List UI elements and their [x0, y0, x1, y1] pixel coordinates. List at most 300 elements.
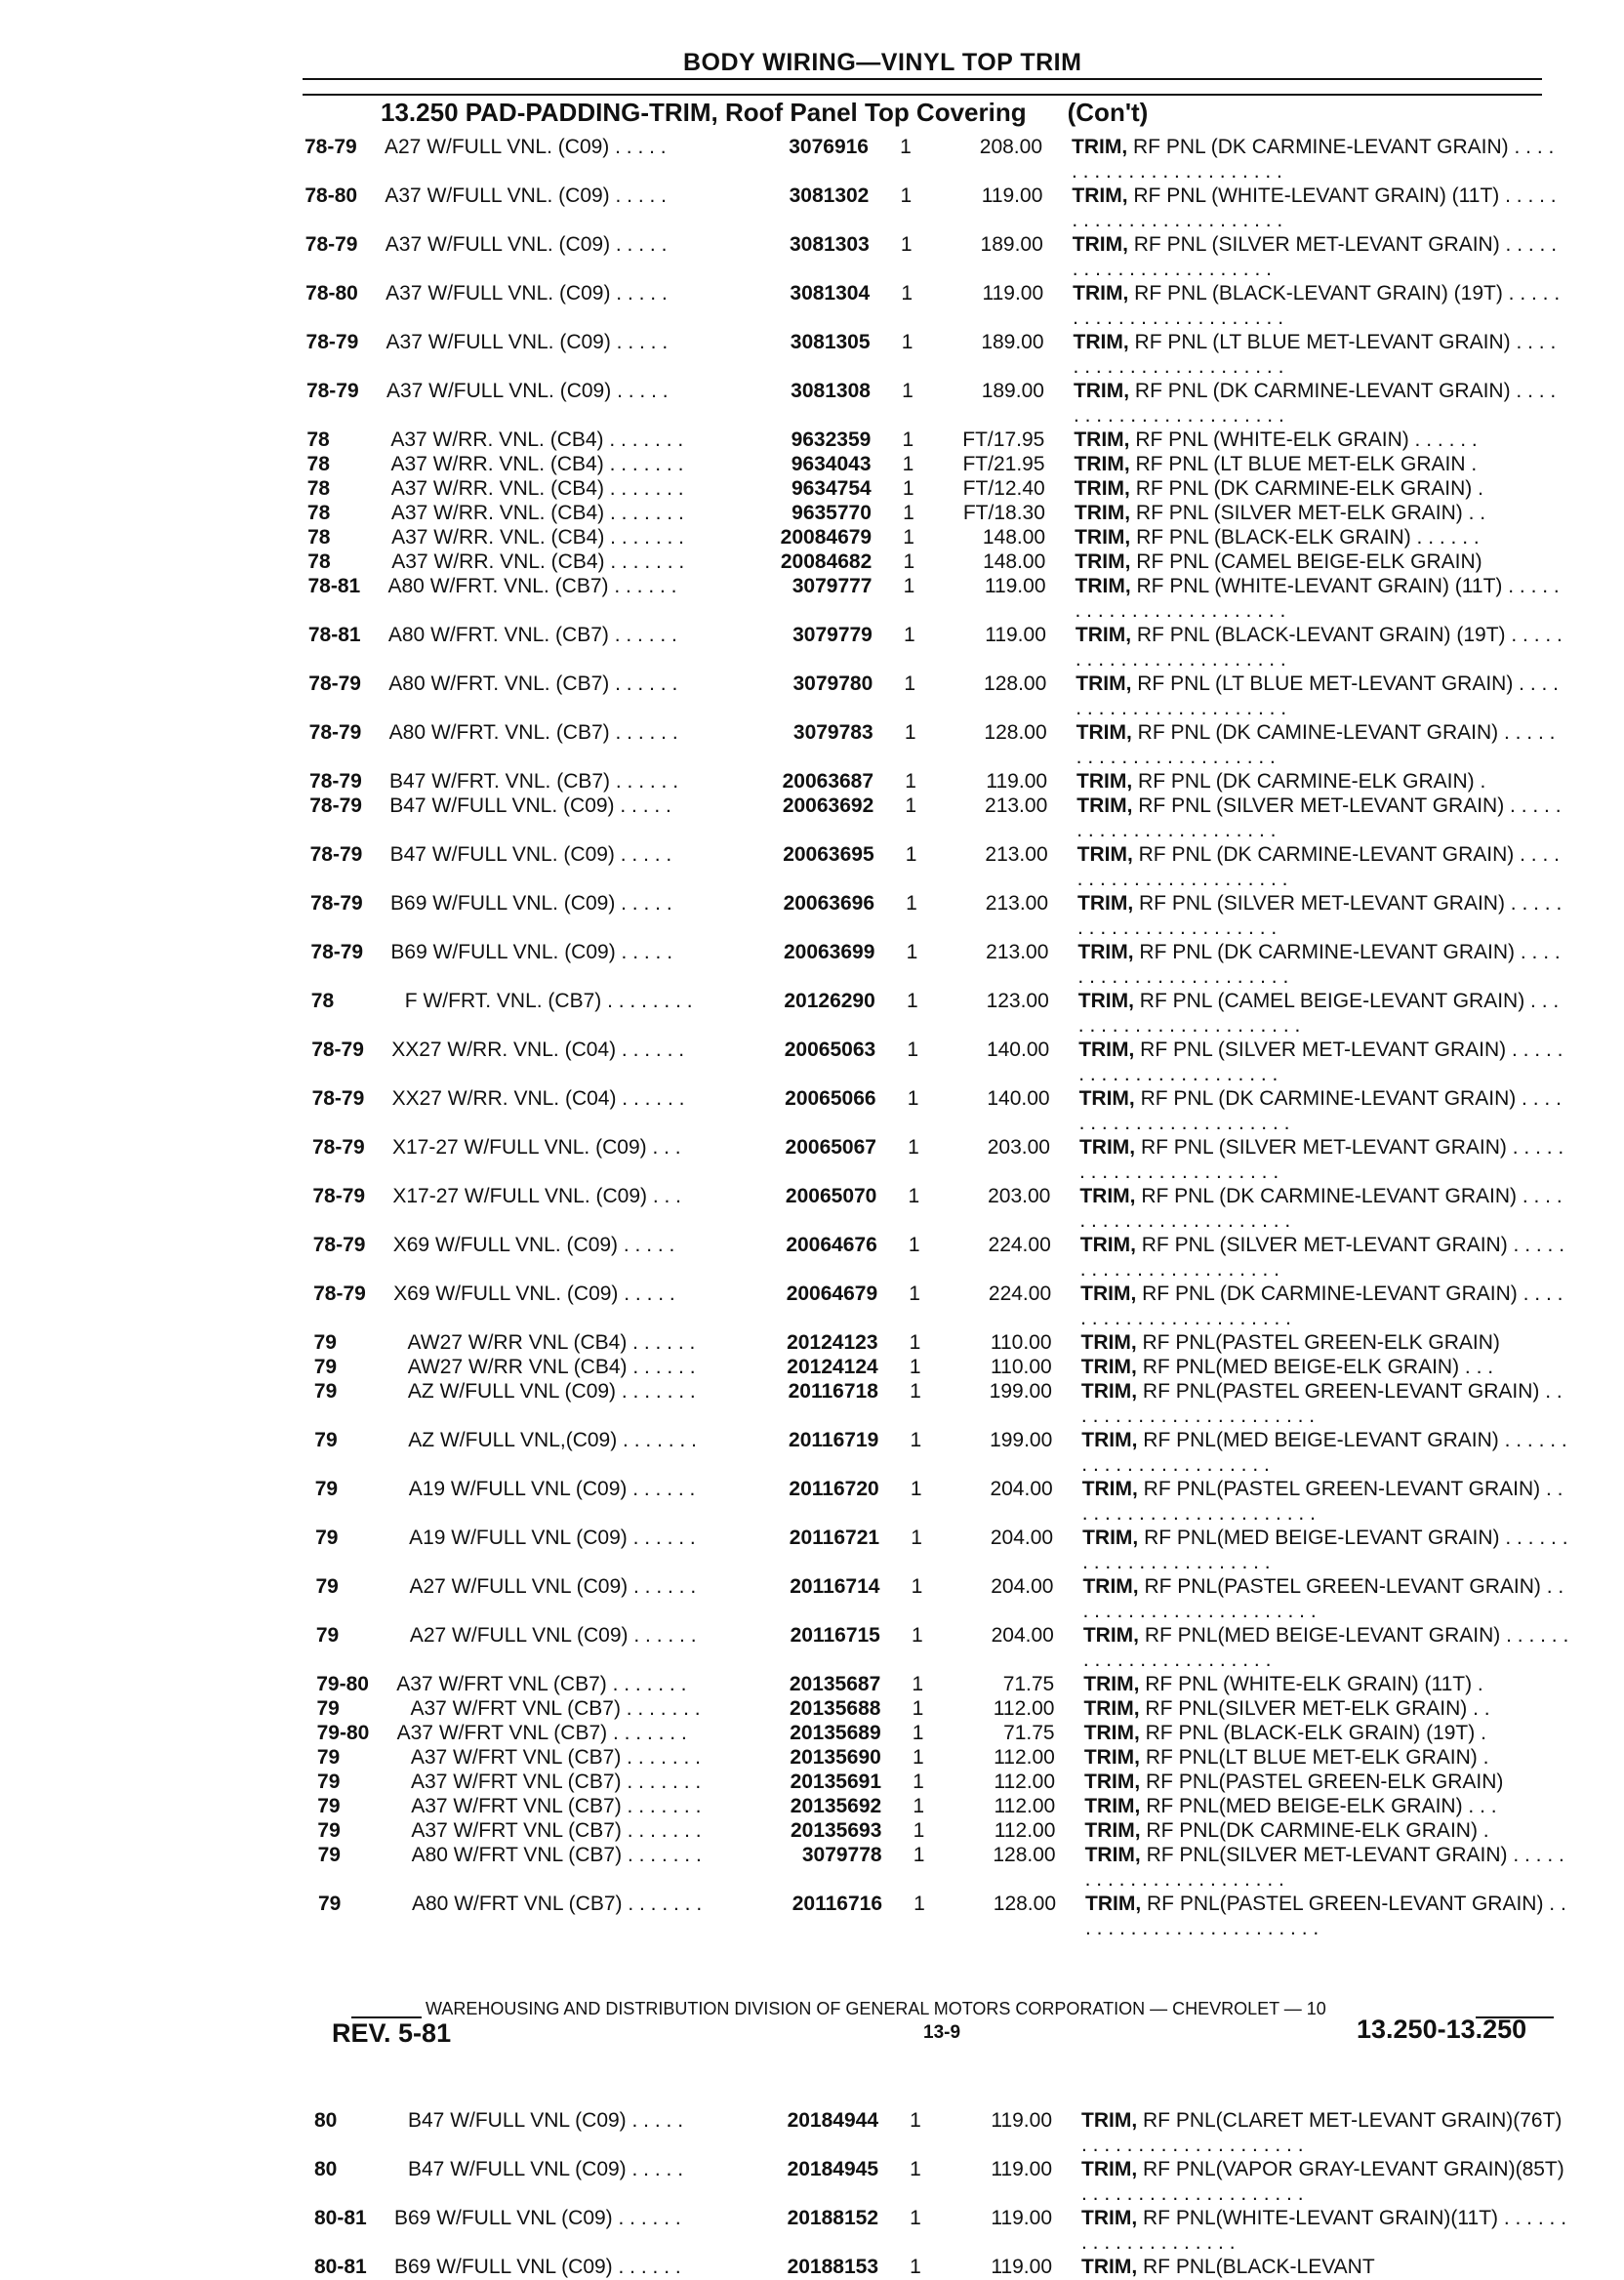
- trim-description: [1076, 720, 1564, 769]
- quantity: 1: [913, 1771, 924, 1793]
- model-year: 78-81: [307, 624, 361, 646]
- price: 213.00: [985, 843, 1048, 866]
- model-year: 78-80: [305, 282, 358, 305]
- price: 119.00: [991, 2158, 1052, 2180]
- model-description: A80 W/FRT. VNL. (CB7) . . . . . .: [387, 624, 677, 646]
- quantity: 1: [910, 2158, 921, 2180]
- quantity: 1: [903, 502, 914, 524]
- part-number: 20124124: [787, 1356, 878, 1378]
- trim-description: [1081, 2255, 1569, 2279]
- price: FT/18.30: [962, 502, 1045, 524]
- trim-text: RF PNL(PASTEL GREEN-LEVANT GRAIN) . . . . . . . . . . . . . . . . . . . . . . .: [1082, 1575, 1564, 1622]
- trim-prefix: TRIM,: [1081, 2256, 1138, 2278]
- trim-description: [1085, 1843, 1573, 1892]
- part-number: 20116716: [792, 1893, 882, 1915]
- trim-description: [1079, 1135, 1567, 1184]
- quantity: 1: [906, 892, 917, 915]
- title-rule: [303, 78, 1542, 80]
- trim-prefix: TRIM,: [1078, 1087, 1135, 1110]
- trim-description: [1075, 525, 1563, 550]
- model-description: A80 W/FRT VNL (CB7) . . . . . . .: [412, 1893, 703, 1915]
- model-year: 78: [306, 428, 330, 451]
- part-number: 20116719: [789, 1429, 879, 1451]
- trim-description: [1081, 1379, 1569, 1428]
- part-number: 20135689: [790, 1722, 881, 1744]
- part-number: 3076916: [789, 136, 869, 158]
- trim-description: [1082, 1477, 1570, 1526]
- model-description: A37 W/FULL VNL. (C09) . . . . .: [385, 184, 668, 207]
- trim-prefix: TRIM,: [1085, 1893, 1142, 1915]
- footer-division: WAREHOUSING AND DISTRIBUTION DIVISION OF GENERAL MOTORS CORPORATION — CHEVROLET — 10: [426, 1999, 1326, 2018]
- trim-prefix: TRIM,: [1078, 1038, 1135, 1061]
- trim-description: [1081, 2108, 1569, 2157]
- trim-prefix: TRIM,: [1072, 233, 1128, 256]
- trim-description: [1081, 2157, 1569, 2206]
- model-year: 78-79: [310, 892, 363, 915]
- trim-text: RF PNL (LT BLUE MET-LEVANT GRAIN) . . . . . . . . . . . . . . . . . . . . . . .: [1073, 331, 1557, 378]
- quantity: 1: [910, 1380, 921, 1403]
- model-description: B47 W/FULL VNL (C09) . . . . .: [408, 2109, 684, 2132]
- trim-prefix: TRIM,: [1075, 526, 1131, 549]
- trim-text: RF PNL (DK CARMINE-LEVANT GRAIN) . . . . . . . . . . . . . . . . . . . . . . .: [1080, 1282, 1563, 1329]
- model-description: A80 W/FRT. VNL. (CB7) . . . . . .: [388, 672, 678, 695]
- model-year: 78-80: [304, 184, 358, 207]
- trim-description: [1074, 428, 1562, 452]
- quantity: 1: [911, 1575, 923, 1598]
- trim-prefix: TRIM,: [1076, 721, 1132, 744]
- part-number: 20063699: [783, 941, 875, 963]
- model-description: B69 W/FULL VNL (C09) . . . . . .: [394, 2207, 681, 2229]
- model-year: 78-81: [307, 575, 361, 597]
- price: 199.00: [990, 1429, 1053, 1451]
- quantity: 1: [902, 380, 914, 402]
- part-number: 20063695: [783, 843, 874, 866]
- part-number: 20084682: [780, 550, 873, 573]
- model-year: 79: [314, 1429, 338, 1451]
- model-description: B47 W/FULL VNL. (C09) . . . . .: [389, 794, 671, 817]
- price: 119.00: [991, 2256, 1052, 2278]
- price: 224.00: [988, 1234, 1051, 1256]
- trim-prefix: TRIM,: [1075, 550, 1131, 573]
- trim-text: RF PNL(WHITE-LEVANT GRAIN)(11T) . . . . . . . . . . . . . . . . . . . .: [1081, 2207, 1567, 2254]
- part-number: 20124123: [787, 1331, 878, 1354]
- model-description: A37 W/FULL VNL. (C09) . . . . .: [386, 282, 668, 305]
- trim-description: [1072, 135, 1560, 183]
- price: 112.00: [994, 1771, 1056, 1793]
- model-year: 78-79: [308, 672, 361, 695]
- price: 140.00: [987, 1087, 1050, 1110]
- price: 189.00: [981, 331, 1044, 353]
- trim-prefix: TRIM,: [1080, 1282, 1137, 1305]
- trim-description: [1073, 232, 1561, 281]
- trim-description: [1078, 989, 1566, 1038]
- price: 119.00: [991, 2207, 1052, 2229]
- quantity: 1: [903, 550, 915, 573]
- model-year: 79: [314, 1478, 339, 1500]
- model-year: 79-80: [316, 1722, 370, 1744]
- trim-description: [1076, 769, 1564, 794]
- trim-prefix: TRIM,: [1081, 1429, 1138, 1451]
- model-description: A37 W/RR. VNL. (CB4) . . . . . . .: [390, 428, 684, 451]
- part-number: 20188152: [787, 2207, 878, 2229]
- quantity: 1: [902, 428, 914, 451]
- model-description: AZ W/FULL VNL,(C09) . . . . . . .: [408, 1429, 697, 1451]
- price: 119.00: [986, 770, 1048, 793]
- model-year: 78: [306, 477, 331, 500]
- trim-prefix: TRIM,: [1077, 990, 1134, 1012]
- trim-description: [1085, 1892, 1573, 1940]
- trim-prefix: TRIM,: [1084, 1795, 1141, 1817]
- trim-prefix: TRIM,: [1081, 1478, 1138, 1500]
- trim-prefix: TRIM,: [1073, 380, 1130, 402]
- part-number: 20064676: [786, 1234, 877, 1256]
- trim-prefix: TRIM,: [1073, 331, 1129, 353]
- part-number: 20063692: [782, 794, 874, 817]
- trim-prefix: TRIM,: [1081, 2158, 1138, 2180]
- trim-text: RF PNL(CLARET MET-LEVANT GRAIN)(76T) . . . . . . . . . . . . . . . . . . . .: [1081, 2109, 1563, 2156]
- trim-description: [1082, 1526, 1570, 1574]
- quantity: 1: [903, 526, 914, 549]
- model-description: A37 W/FRT VNL (CB7) . . . . . . .: [411, 1771, 702, 1793]
- model-year: 78-79: [311, 1087, 365, 1110]
- trim-prefix: TRIM,: [1076, 770, 1133, 793]
- trim-text: RF PNL (DK CARMINE-ELK GRAIN) .: [1129, 477, 1483, 500]
- model-year: 78-79: [308, 721, 362, 744]
- model-year: 78-79: [313, 1282, 366, 1305]
- trim-text: RF PNL(PASTEL GREEN-ELK GRAIN): [1136, 1331, 1500, 1354]
- model-year: 79: [313, 1380, 338, 1403]
- trim-description: [1084, 1818, 1572, 1843]
- price: 199.00: [989, 1380, 1052, 1403]
- model-description: X17-27 W/FULL VNL. (C09) . . .: [391, 1136, 681, 1159]
- trim-text: RF PNL (SILVER MET-LEVANT GRAIN) . . . . . . . . . . . . . . . . . . . . . . .: [1076, 794, 1562, 841]
- model-description: A37 W/FULL VNL. (C09) . . . . .: [386, 331, 669, 353]
- trim-text: RF PNL (DK CARMINE-LEVANT GRAIN) . . . . . . . . . . . . . . . . . . . . . . .: [1076, 843, 1560, 890]
- model-description: A37 W/FRT VNL (CB7) . . . . . . .: [396, 1722, 687, 1744]
- trim-description: [1076, 672, 1563, 720]
- price: 110.00: [991, 1356, 1052, 1378]
- price: 128.00: [984, 721, 1047, 744]
- part-number: 20116720: [789, 1478, 879, 1500]
- trim-description: [1081, 2206, 1569, 2255]
- model-description: XX27 W/RR. VNL. (C04) . . . . . .: [391, 1038, 685, 1061]
- quantity: 1: [904, 672, 916, 695]
- model-description: XX27 W/RR. VNL. (C04) . . . . . .: [391, 1087, 685, 1110]
- trim-description: [1076, 623, 1563, 672]
- model-description: A37 W/FULL VNL. (C09) . . . . .: [385, 233, 668, 256]
- page-title: BODY WIRING—VINYL TOP TRIM: [683, 49, 1082, 76]
- part-number: 9634754: [791, 477, 872, 500]
- model-description: AW27 W/RR VNL (CB4) . . . . . .: [407, 1356, 696, 1378]
- trim-prefix: TRIM,: [1075, 575, 1131, 597]
- model-year: 79: [317, 1819, 341, 1842]
- part-number: 20135692: [790, 1795, 882, 1817]
- model-year: 79-80: [316, 1673, 369, 1695]
- quantity: 1: [910, 2109, 921, 2132]
- model-year: 80-81: [314, 2256, 367, 2278]
- trim-prefix: TRIM,: [1084, 1819, 1141, 1842]
- price: FT/21.95: [962, 453, 1045, 475]
- trim-prefix: TRIM,: [1074, 453, 1130, 475]
- quantity: 1: [906, 990, 918, 1012]
- model-year: 79: [315, 1575, 339, 1598]
- trim-text: RF PNL(PASTEL GREEN-LEVANT GRAIN) . . . . . . . . . . . . . . . . . . . . . . .: [1080, 1380, 1563, 1427]
- model-year: 80: [314, 2158, 338, 2180]
- price: 119.00: [985, 624, 1046, 646]
- quantity: 1: [912, 1673, 924, 1695]
- model-year: 78-79: [309, 794, 362, 817]
- quantity: 1: [912, 1722, 924, 1744]
- trim-description: [1073, 281, 1561, 330]
- model-description: A37 W/RR. VNL. (CB4) . . . . . . .: [390, 453, 684, 475]
- quantity: 1: [914, 1893, 925, 1915]
- part-number: 20084679: [780, 526, 873, 549]
- part-number: 20116715: [790, 1624, 880, 1647]
- model-year: 78-79: [305, 331, 359, 353]
- quantity: 1: [909, 1331, 921, 1354]
- part-number: 20116721: [789, 1527, 880, 1549]
- price: FT/12.40: [962, 477, 1045, 500]
- price: 140.00: [986, 1038, 1050, 1061]
- trim-text: RF PNL(PASTEL GREEN-LEVANT GRAIN) . . . . . . . . . . . . . . . . . . . . . . .: [1085, 1893, 1566, 1939]
- trim-text: RF PNL (LT BLUE MET-LEVANT GRAIN) . . . . . . . . . . . . . . . . . . . . . . .: [1076, 672, 1560, 719]
- model-year: 79: [317, 1771, 341, 1793]
- trim-text: RF PNL (CAMEL BEIGE-LEVANT GRAIN) . . . . . . . . . . . . . . . . . . . . . . .: [1077, 990, 1560, 1037]
- trim-prefix: TRIM,: [1083, 1722, 1140, 1744]
- model-year: 79: [317, 1795, 341, 1817]
- model-year: 78-79: [310, 941, 364, 963]
- trim-description: [1074, 330, 1562, 379]
- model-description: A37 W/RR. VNL. (CB4) . . . . . . .: [391, 526, 685, 549]
- trim-prefix: TRIM,: [1084, 1771, 1141, 1793]
- trim-text: RF PNL(MED BEIGE-ELK GRAIN) . . .: [1136, 1356, 1494, 1378]
- price: 71.75: [1002, 1673, 1055, 1695]
- trim-prefix: TRIM,: [1080, 1356, 1137, 1378]
- part-number: 20184944: [787, 2109, 878, 2132]
- trim-description: [1081, 1330, 1569, 1355]
- model-year: 78-79: [309, 843, 363, 866]
- trim-text: RF PNL (WHITE-ELK GRAIN) (11T) .: [1139, 1673, 1483, 1695]
- model-year: 78-79: [312, 1234, 366, 1256]
- section-rule: [303, 94, 1542, 96]
- model-description: X69 W/FULL VNL. (C09) . . . . .: [393, 1282, 675, 1305]
- trim-prefix: TRIM,: [1081, 2207, 1138, 2229]
- part-number: 3079779: [792, 624, 873, 646]
- quantity: 1: [902, 477, 914, 500]
- model-description: A80 W/FRT. VNL. (CB7) . . . . . .: [387, 575, 677, 597]
- trim-text: RF PNL(SILVER MET-ELK GRAIN) . .: [1139, 1697, 1490, 1720]
- trim-text: RF PNL(LT BLUE MET-ELK GRAIN) .: [1139, 1746, 1489, 1769]
- trim-prefix: TRIM,: [1072, 136, 1128, 158]
- model-description: A37 W/FRT VNL (CB7) . . . . . . .: [410, 1697, 701, 1720]
- trim-description: [1084, 1794, 1572, 1818]
- model-description: A27 W/FULL VNL (C09) . . . . . .: [409, 1624, 697, 1647]
- price: 148.00: [982, 526, 1046, 549]
- part-number: 3081308: [791, 380, 871, 402]
- part-number: 9634043: [791, 453, 872, 475]
- model-year: 78-79: [311, 1136, 365, 1159]
- model-year: 78: [307, 526, 331, 549]
- price: 128.00: [993, 1844, 1056, 1866]
- part-number: 20064679: [786, 1282, 878, 1305]
- price: 189.00: [980, 233, 1043, 256]
- model-year: 78: [306, 453, 330, 475]
- part-number: 20126290: [784, 990, 875, 1012]
- trim-prefix: TRIM,: [1076, 843, 1133, 866]
- model-description: A37 W/RR. VNL. (CB4) . . . . . . .: [390, 502, 684, 524]
- price: FT/17.95: [962, 428, 1045, 451]
- quantity: 1: [910, 1478, 922, 1500]
- quantity: 1: [908, 1234, 920, 1256]
- trim-text: RF PNL(PASTEL GREEN-ELK GRAIN): [1140, 1771, 1504, 1793]
- trim-text: RF PNL (WHITE-LEVANT GRAIN) (11T) . . . . . . . . . . . . . . . . . . . . . . . .: [1075, 575, 1560, 622]
- model-year: 80-81: [314, 2207, 367, 2229]
- trim-prefix: TRIM,: [1076, 794, 1133, 817]
- trim-description: [1081, 1355, 1569, 1379]
- model-description: B47 W/FRT. VNL. (CB7) . . . . . .: [389, 770, 679, 793]
- section-title: 13.250 PAD-PADDING-TRIM, Roof Panel Top Covering: [381, 98, 1027, 127]
- part-number: 20065067: [785, 1136, 876, 1159]
- model-year: 79: [318, 1893, 342, 1915]
- trim-text: RF PNL (BLACK-LEVANT GRAIN) (19T) . . . . . . . . . . . . . . . . . . . . . . . .: [1073, 282, 1561, 329]
- quantity: 1: [904, 624, 915, 646]
- trim-description: [1080, 1282, 1568, 1330]
- trim-prefix: TRIM,: [1082, 1624, 1140, 1647]
- trim-prefix: TRIM,: [1074, 428, 1130, 451]
- part-number: 20065063: [784, 1038, 876, 1061]
- trim-text: RF PNL (SILVER MET-LEVANT GRAIN) . . . . . . . . . . . . . . . . . . . . . . .: [1079, 1234, 1565, 1281]
- trim-text: RF PNL (SILVER MET-LEVANT GRAIN) . . . . . . . . . . . . . . . . . . . . . . .: [1072, 233, 1558, 280]
- trim-description: [1075, 501, 1563, 525]
- trim-description: [1076, 574, 1563, 623]
- price: 119.00: [984, 575, 1046, 597]
- model-description: A37 W/RR. VNL. (CB4) . . . . . . .: [390, 477, 684, 500]
- quantity: 1: [912, 1746, 924, 1769]
- quantity: 1: [908, 1185, 920, 1207]
- model-description: A19 W/FULL VNL (C09) . . . . . .: [408, 1478, 696, 1500]
- quantity: 1: [910, 1429, 922, 1451]
- trim-prefix: TRIM,: [1074, 502, 1131, 524]
- price: 213.00: [985, 794, 1048, 817]
- quantity: 1: [905, 843, 917, 866]
- trim-description: [1081, 1428, 1569, 1477]
- part-number: 9635770: [792, 502, 872, 524]
- part-number: 3081305: [790, 331, 871, 353]
- trim-description: [1079, 1086, 1567, 1135]
- trim-description: [1084, 1770, 1572, 1794]
- quantity: 1: [909, 1356, 921, 1378]
- trim-description: [1084, 1745, 1572, 1770]
- model-description: F W/FRT. VNL. (CB7) . . . . . . . .: [404, 990, 693, 1012]
- quantity: 1: [902, 453, 914, 475]
- quantity: 1: [907, 1087, 919, 1110]
- model-year: 79: [315, 1527, 339, 1549]
- price: 112.00: [994, 1746, 1055, 1769]
- trim-text: RF PNL(PASTEL GREEN-LEVANT GRAIN) . . . . . . . . . . . . . . . . . . . . . . .: [1081, 1478, 1563, 1525]
- trim-text: RF PNL (BLACK-ELK GRAIN) (19T) .: [1139, 1722, 1486, 1744]
- part-number: 3079777: [792, 575, 873, 597]
- model-year: 78-79: [304, 136, 357, 158]
- part-number: 3079783: [792, 721, 873, 744]
- quantity: 1: [900, 184, 913, 207]
- part-number: 3081304: [790, 282, 871, 305]
- part-number: 3081303: [790, 233, 870, 256]
- price: 204.00: [991, 1624, 1054, 1647]
- quantity: 1: [900, 136, 912, 158]
- price: 112.00: [994, 1795, 1056, 1817]
- trim-prefix: TRIM,: [1075, 624, 1132, 646]
- page-number: 13-9: [923, 2022, 961, 2043]
- trim-prefix: TRIM,: [1083, 1746, 1140, 1769]
- quantity: 1: [912, 1697, 924, 1720]
- trim-prefix: TRIM,: [1079, 1185, 1136, 1207]
- price: 123.00: [986, 990, 1049, 1012]
- trim-text: RF PNL (DK CAMINE-LEVANT GRAIN) . . . . . . . . . . . . . . . . . . . . . . .: [1076, 721, 1556, 768]
- trim-prefix: TRIM,: [1082, 1575, 1139, 1598]
- trim-prefix: TRIM,: [1077, 892, 1134, 915]
- quantity: 1: [905, 794, 917, 817]
- section-heading: [381, 98, 1148, 128]
- model-description: A37 W/FULL VNL. (C09) . . . . .: [386, 380, 669, 402]
- model-year: 80: [314, 2109, 338, 2132]
- trim-text: RF PNL(MED BEIGE-LEVANT GRAIN) . . . . . . . . . . . . . . . . . . . . . . .: [1081, 1429, 1567, 1476]
- price: 208.00: [979, 136, 1042, 158]
- part-number: 20135693: [790, 1819, 882, 1842]
- part-number: 20135687: [789, 1673, 881, 1695]
- model-description: B69 W/FULL VNL. (C09) . . . . .: [390, 941, 673, 963]
- trim-prefix: TRIM,: [1074, 477, 1130, 500]
- model-year: 79: [313, 1331, 337, 1354]
- revision-label: REV. 5-81: [332, 2018, 452, 2048]
- price: 119.00: [982, 282, 1044, 305]
- quantity: 1: [905, 770, 916, 793]
- trim-text: RF PNL (BLACK-ELK GRAIN) . . . . . .: [1130, 526, 1480, 549]
- price: 128.00: [984, 672, 1047, 695]
- trim-text: RF PNL (LT BLUE MET-ELK GRAIN .: [1129, 453, 1478, 475]
- quantity: 1: [910, 2207, 921, 2229]
- trim-prefix: TRIM,: [1082, 1527, 1139, 1549]
- model-year: 79: [316, 1746, 341, 1769]
- trim-text: RF PNL (DK CARMINE-LEVANT GRAIN) . . . . . . . . . . . . . . . . . . . . . . .: [1077, 941, 1561, 988]
- trim-description: [1077, 940, 1565, 989]
- price: 148.00: [983, 550, 1046, 573]
- trim-prefix: TRIM,: [1073, 282, 1129, 305]
- trim-description: [1080, 1233, 1568, 1282]
- part-number: 3081302: [789, 184, 870, 207]
- quantity: 1: [909, 1282, 920, 1305]
- model-year: 79: [313, 1356, 338, 1378]
- part-number: 20063687: [782, 770, 874, 793]
- trim-text: RF PNL (DK CARMINE-LEVANT GRAIN) . . . . . . . . . . . . . . . . . . . . . . .: [1078, 1087, 1562, 1134]
- price: 128.00: [993, 1893, 1056, 1915]
- model-year: 78: [307, 550, 331, 573]
- model-description: A37 W/RR. VNL. (CB4) . . . . . . .: [391, 550, 685, 573]
- model-year: 79: [315, 1624, 340, 1647]
- price: 112.00: [994, 1819, 1056, 1842]
- quantity: 1: [913, 1844, 925, 1866]
- quantity: 1: [911, 1527, 922, 1549]
- trim-text: RF PNL(MED BEIGE-LEVANT GRAIN) . . . . . . . . . . . . . . . . . . . . . . .: [1082, 1624, 1569, 1671]
- part-number: 3079778: [801, 1844, 882, 1866]
- part-number: 20065066: [785, 1087, 876, 1110]
- model-year: 78: [310, 990, 335, 1012]
- quantity: 1: [904, 721, 916, 744]
- trim-prefix: TRIM,: [1081, 2109, 1138, 2132]
- trim-text: RF PNL(BLACK-LEVANT: [1137, 2256, 1375, 2278]
- section-range: 13.250-13.250: [1357, 2015, 1527, 2044]
- trim-prefix: TRIM,: [1084, 1844, 1141, 1866]
- trim-description: [1079, 1184, 1567, 1233]
